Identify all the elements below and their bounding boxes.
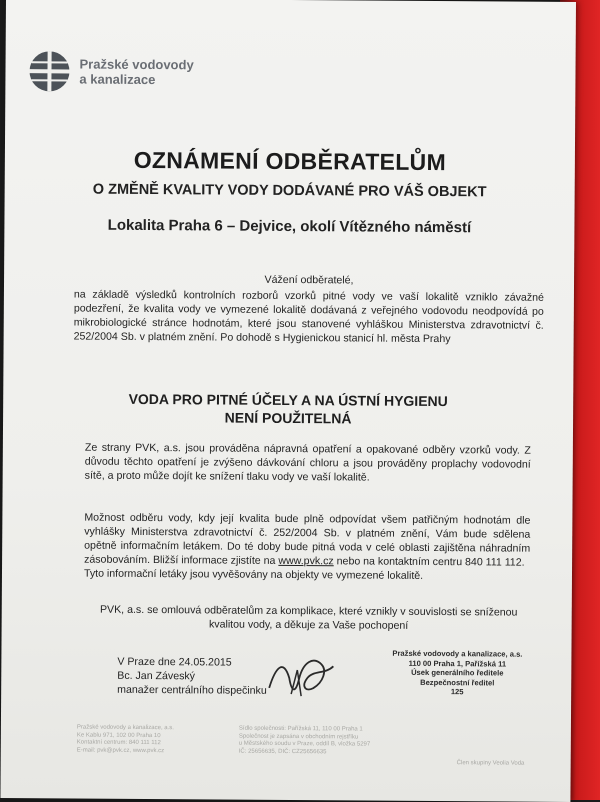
footer-mid-4: IČ: 25656635, DIČ: CZ25656635 xyxy=(238,748,327,755)
footer-mid-3: u Městského soudu v Praze, oddíl B, vložka 5297 xyxy=(238,740,371,748)
stamp-line-3: Úsek generálního ředitele xyxy=(411,667,504,678)
notice-location: Lokalita Praha 6 – Dejvice, okolí Vítězného náměstí xyxy=(107,216,472,237)
warning-heading xyxy=(3,389,573,429)
stamp-line-5: 125 xyxy=(450,687,464,697)
signer-role: manažer centrálního dispečinku xyxy=(117,683,267,697)
logo-line-2: a kanalizace xyxy=(79,71,156,88)
notice-subtitle: O ZMĚNĚ KVALITY VODY DODÁVANÉ PRO VÁŠ OBJEKT xyxy=(92,181,487,201)
footer-left-1: Pražské vodovody a kanalizace, a.s. xyxy=(76,724,174,732)
footer-left-4: E-mail: pvk@pvk.cz, www.pvk.cz xyxy=(76,747,165,754)
intro-body: na základě výsledků kontrolních rozborů vzorků pitné vody ve vaší lokalitě vzniklo závažné podezření, že kvalita vody ve vymezené lokalitě dodávaná z veřejného vodovodu neodpovídá po mikrobiologické stránce hodnotám, které jsou stanovené vyhláškou Ministerstva zdravotnictví č. 252/2004 Sb. v platném znění. Po dohodě s Hygienickou stanicí hl. města Prahy xyxy=(73,288,544,346)
footer-mid-1: Sídlo společnosti: Pařížská 11, 110 00 Praha 1 xyxy=(238,725,363,733)
footer-group-member: Člen skupiny Veolia Voda xyxy=(456,760,525,767)
company-stamp xyxy=(373,649,541,698)
footer-mid-2: Společnost je zapsána v obchodním rejstříku xyxy=(238,733,359,740)
info-text-after: nebo na kontaktním centru 840 111 112. xyxy=(333,555,525,569)
stamp-line-1: Pražské vodovody a kanalizace, a.s. xyxy=(392,648,523,659)
footer-left-2: Ke Kablu 971, 102 00 Praha 10 xyxy=(76,732,161,739)
measures-paragraph: Ze strany PVK, a.s. jsou prováděna nápravná opatření a opakované odběry vzorků vody. Z důvodu těchto opatření je zvýšeno dávkování chloru a jsou prováděny proplachy vodovodní sítě, a proto může dojít ke snížení tlaku vody ve vaší lokalitě. xyxy=(84,441,531,484)
apology-paragraph: PVK, a.s. se omlouvá odběratelům za komplikace, které vznikly v souvislosti se sníženou kvalitou vody, a děkuje za Vaše pochopení xyxy=(99,603,518,632)
signer-name: Bc. Jan Záveský xyxy=(117,669,196,683)
footer-company-info xyxy=(77,725,174,756)
info-text-before: Možnost odběru vody, kdy její kvalita bude plně odpovídat všem patřičným hodnotám dle vyhlášky Ministerstva zdravotnictví č. 252/2004 Sb. v platném znění, Vám bude sdělena opětně informačním letákem. Do té doby bude pitná voda v celé oblasti zajištěna náhradním zásobováním. Bližší informace zjistíte na xyxy=(84,511,531,567)
logo-line-1: Pražské vodovody xyxy=(79,56,194,73)
signoff-block xyxy=(117,655,267,698)
greeting: Vážení odběratelé, xyxy=(264,273,354,287)
info-paragraph xyxy=(84,511,530,584)
intro-paragraph xyxy=(74,271,544,346)
notice-title: OZNÁMENÍ ODBĚRATELŮM xyxy=(133,146,447,176)
company-logo-icon xyxy=(27,48,71,94)
footer-left-3: Kontaktní centrum: 840 111 112 xyxy=(76,739,161,747)
info-note: Tyto informační letáky jsou vyvěšovány na objekty ve vymezené lokalitě. xyxy=(83,567,424,582)
footer-registration-info xyxy=(239,726,371,757)
stamp-line-2: 110 00 Praha 1, Pařížská 11 xyxy=(408,658,507,669)
stamp-line-4: Bezpečnostní ředitel xyxy=(420,677,495,687)
handwritten-signature xyxy=(261,648,341,710)
warning-line-1: VODA PRO PITNÉ ÚČELY A NA ÚSTNÍ HYGIENU xyxy=(128,390,448,410)
company-logo-text xyxy=(79,57,193,88)
warning-line-2: NENÍ POUŽITELNÁ xyxy=(224,409,352,427)
place-date: V Praze dne 24.05.2015 xyxy=(117,655,232,669)
company-logo xyxy=(27,48,217,95)
website-link[interactable]: www.pvk.cz xyxy=(278,554,334,568)
